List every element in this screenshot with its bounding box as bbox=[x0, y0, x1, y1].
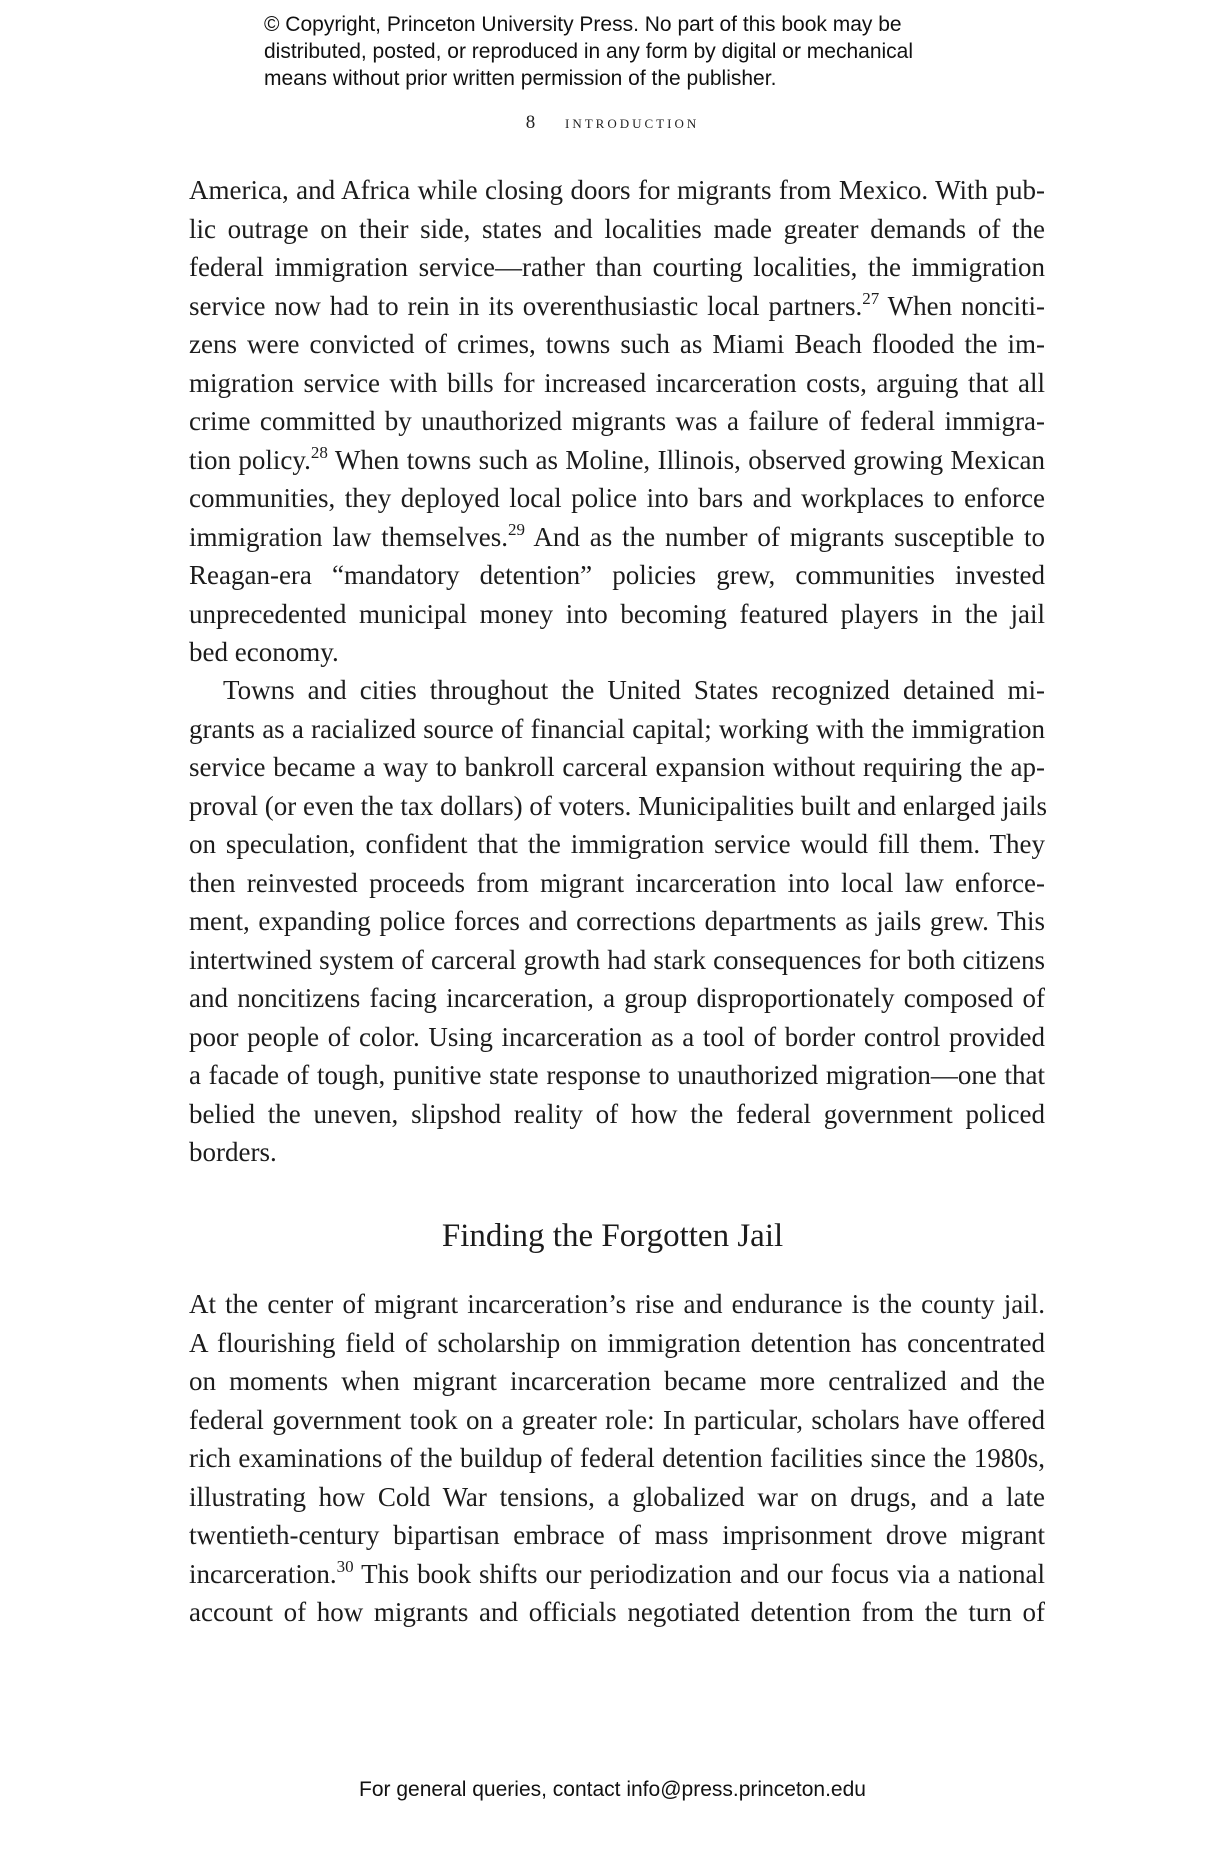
text-line: intertwined system of carceral growth had stark consequences for both citizens bbox=[189, 944, 1045, 975]
paragraph-2 bbox=[189, 671, 1048, 1172]
text-line: ment, expanding police forces and corrections departments as jails grew. This bbox=[189, 906, 1045, 936]
text-line: Reagan-era “mandatory detention” policies grew, communities invested bbox=[189, 560, 1045, 590]
text-segment: And as the number of migrants susceptible to bbox=[524, 521, 1045, 552]
paragraph-3 bbox=[189, 1285, 1045, 1632]
text-line: belied the uneven, slipshod reality of how the federal government policed bbox=[189, 1098, 1045, 1129]
text-line: bed economy. bbox=[189, 637, 339, 667]
paragraph-1 bbox=[189, 171, 1045, 672]
text-line: A flourishing field of scholarship on immigration detention has concentrated bbox=[189, 1327, 1045, 1358]
footnote-ref-28[interactable]: 28 bbox=[310, 442, 328, 462]
text-line: then reinvested proceeds from migrant incarceration into local law enforce- bbox=[189, 867, 1045, 898]
text-segment: service now had to rein in its overenthusiastic local partners. bbox=[189, 290, 863, 321]
copyright-line: © Copyright, Princeton University Press. No part of this book may be bbox=[264, 13, 902, 36]
text-line: on moments when migrant incarceration became more centralized and the bbox=[189, 1366, 1045, 1396]
section-heading: Finding the Forgotten Jail bbox=[441, 1218, 784, 1254]
text-line: federal government took on a greater role: In particular, scholars have offered bbox=[189, 1404, 1045, 1435]
text-line bbox=[189, 518, 1045, 557]
text-line: rich examinations of the buildup of federal detention facilities since the 1980s, bbox=[189, 1443, 1045, 1473]
text-line: proval (or even the tax dollars) of voters. Municipalities built and enlarged jails bbox=[189, 790, 1048, 821]
text-line: a facade of tough, punitive state response to unauthorized migration—one that bbox=[189, 1060, 1045, 1090]
text-line bbox=[189, 287, 1045, 326]
footnote-ref-30[interactable]: 30 bbox=[336, 1556, 354, 1576]
text-line: communities, they deployed local police into bars and workplaces to enforce bbox=[189, 483, 1045, 513]
text-segment: When nonciti- bbox=[879, 290, 1045, 321]
running-head bbox=[0, 112, 1225, 134]
text-line bbox=[189, 1555, 1045, 1594]
text-line: crime committed by unauthorized migrants was a failure of federal immigra- bbox=[189, 406, 1045, 436]
copyright-line: distributed, posted, or reproduced in any form by digital or mechanical bbox=[264, 40, 914, 63]
text-segment: incarceration. bbox=[189, 1558, 337, 1589]
chapter-title: introduction bbox=[565, 112, 700, 133]
text-line: zens were convicted of crimes, towns such as Miami Beach flooded the im- bbox=[189, 329, 1045, 359]
text-line: Towns and cities throughout the United States recognized detained mi- bbox=[223, 675, 1045, 705]
text-line: At the center of migrant incarceration’s rise and endurance is the county jail. bbox=[189, 1289, 1045, 1319]
text-segment: immigration law themselves. bbox=[189, 521, 508, 552]
text-line: federal immigration service—rather than courting localities, the immigration bbox=[189, 252, 1045, 282]
text-line: illustrating how Cold War tensions, a globalized war on drugs, and a late bbox=[189, 1481, 1045, 1512]
text-segment: When towns such as Moline, Illinois, observed growing Mexican bbox=[327, 444, 1045, 475]
copyright-line: means without prior written permission of the publisher. bbox=[264, 67, 777, 90]
text-line: twentieth-century bipartisan embrace of mass imprisonment drove migrant bbox=[189, 1520, 1045, 1550]
page-number: 8 bbox=[525, 112, 536, 133]
text-line: migration service with bills for increased incarceration costs, arguing that all bbox=[189, 367, 1045, 398]
text-line: unprecedented municipal money into becoming featured players in the jail bbox=[189, 598, 1045, 629]
footer-contact: For general queries, contact info@press.princeton.edu bbox=[359, 1778, 866, 1801]
text-line: and noncitizens facing incarceration, a group disproportionately composed of bbox=[189, 983, 1045, 1013]
footnote-ref-29[interactable]: 29 bbox=[507, 519, 525, 539]
text-line: borders. bbox=[189, 1137, 277, 1167]
text-line: poor people of color. Using incarceration as a tool of border control provided bbox=[189, 1021, 1045, 1052]
copyright-notice bbox=[264, 11, 1024, 92]
text-line: service became a way to bankroll carceral expansion without requiring the ap- bbox=[189, 752, 1045, 782]
text-line: lic outrage on their side, states and localities made greater demands of the bbox=[189, 213, 1045, 244]
text-line: grants as a racialized source of financial capital; working with the immigration bbox=[189, 713, 1045, 744]
text-line: account of how migrants and officials negotiated detention from the turn of bbox=[189, 1597, 1045, 1627]
text-line bbox=[189, 441, 1045, 480]
text-line: America, and Africa while closing doors for migrants from Mexico. With pub- bbox=[189, 175, 1045, 205]
text-line: on speculation, confident that the immigration service would fill them. They bbox=[189, 829, 1045, 859]
text-segment: This book shifts our periodization and our focus via a national bbox=[353, 1558, 1045, 1589]
text-segment: tion policy. bbox=[189, 444, 311, 475]
footnote-ref-27[interactable]: 27 bbox=[862, 288, 880, 308]
